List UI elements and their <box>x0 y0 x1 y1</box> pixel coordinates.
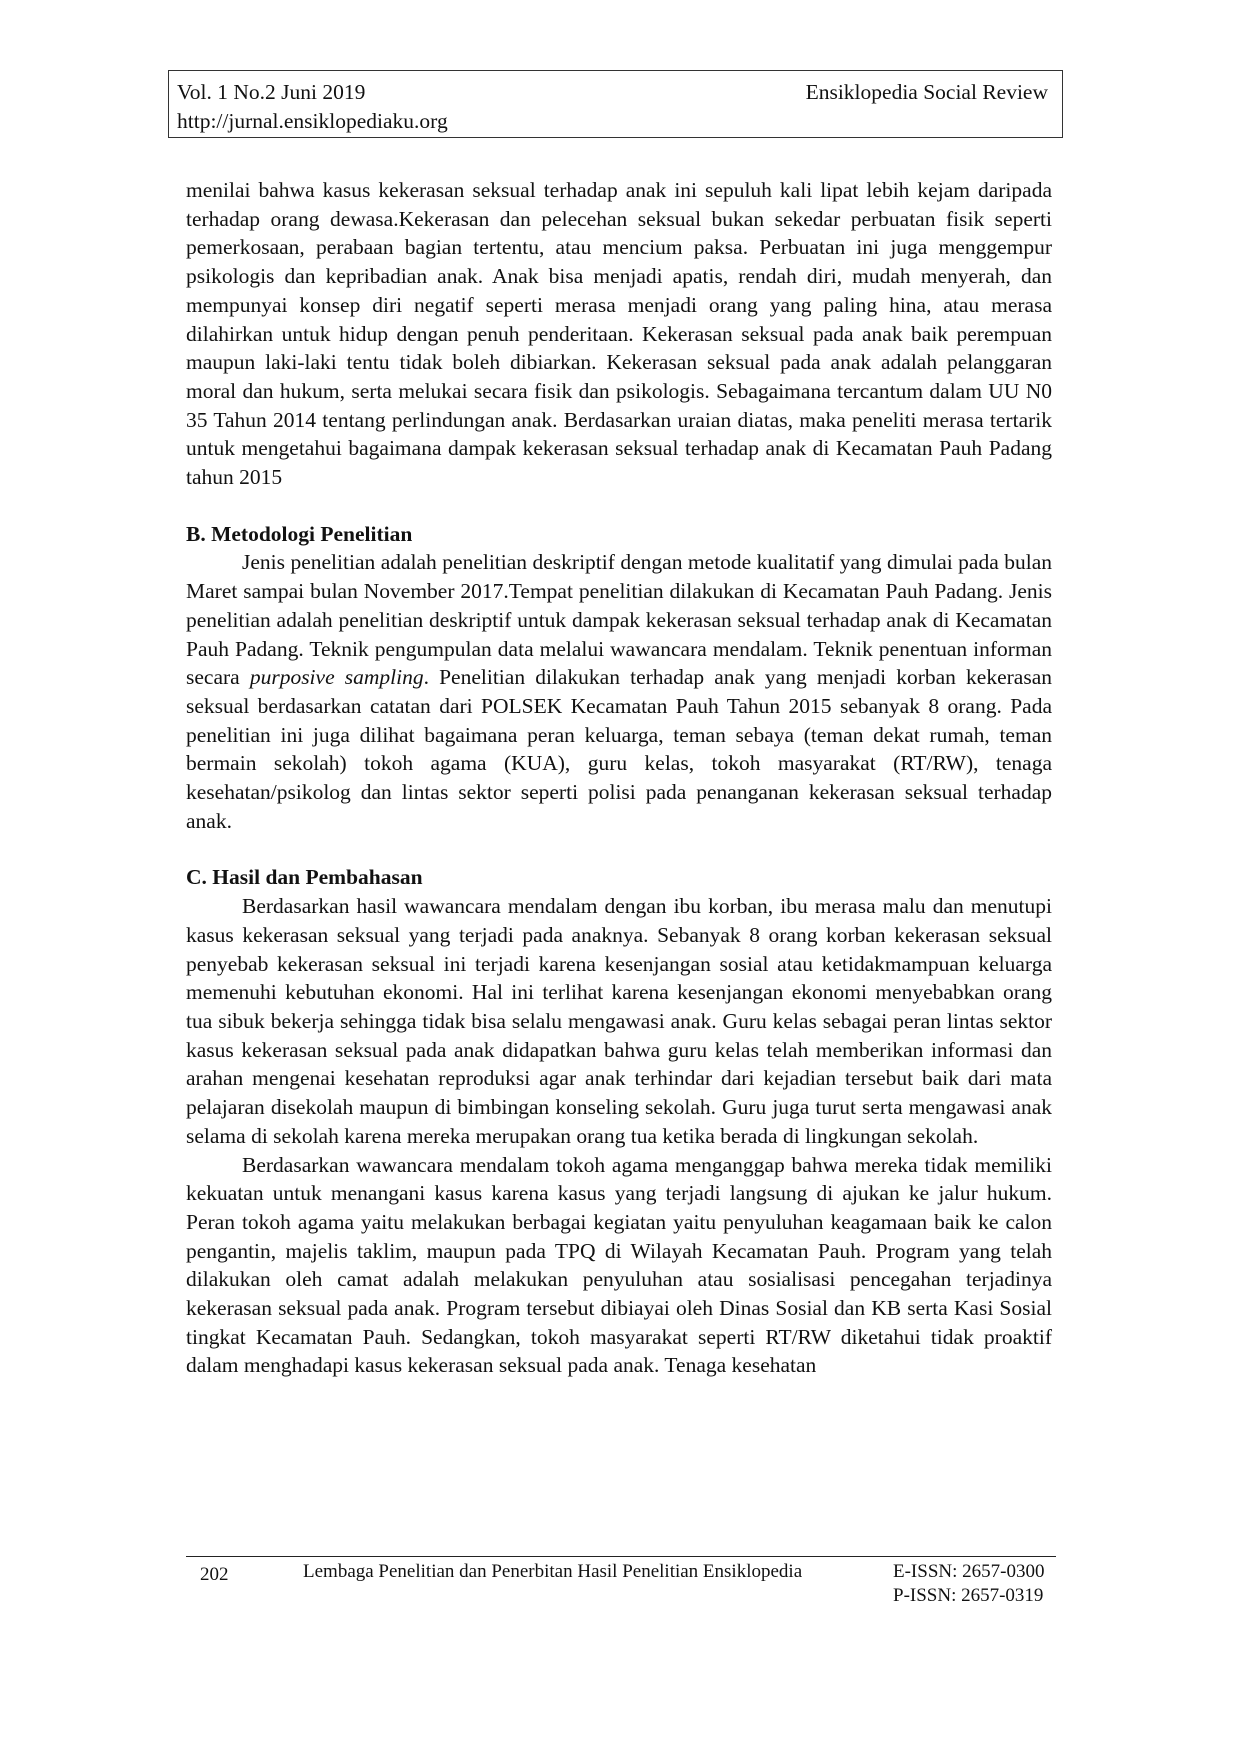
footer-publisher: Lembaga Penelitian dan Penerbitan Hasil Penelitian Ensiklopedia <box>303 1561 803 1582</box>
running-header <box>168 70 1063 138</box>
footer-rule <box>186 1556 1056 1557</box>
p-issn: P-ISSN: 2657-0319 <box>893 1585 1044 1606</box>
footer-issn <box>893 1560 1044 1608</box>
intro-paragraph: menilai bahwa kasus kekerasan seksual terhadap anak ini sepuluh kali lipat lebih kejam daripada terhadap orang dewasa.Kekerasan dan pelecehan seksual bukan sekedar perbuatan fisik seperti pemerkosaan, perabaan bagian tertentu, atau mencium paksa. Perbuatan ini juga menggempur psikologis dan kepribadian anak. Anak bisa menjadi apatis, rendah diri, mudah menyerah, dan mempunyai konsep diri negatif seperti merasa menjadi orang yang paling hina, atau merasa dilahirkan untuk hidup dengan penuh penderitaan. Kekerasan seksual pada anak baik perempuan maupun laki-laki tentu tidak boleh dibiarkan. Kekerasan seksual pada anak adalah pelanggaran moral dan hukum, serta melukai secara fisik dan psikologis. Sebagaimana tercantum dalam UU N0 35 Tahun 2014 tentang perlindungan anak. Berdasarkan uraian diatas, maka peneliti merasa tertarik untuk mengetahui bagaimana dampak kekerasan seksual terhadap anak di Kecamatan Pauh Padang tahun 2015 <box>186 178 1052 490</box>
section-b-heading: B. Metodologi Penelitian <box>186 521 413 546</box>
section-b-text-1: Jenis penelitian adalah penelitian deskriptif dengan metode kualitatif yang dimulai pada bulan Maret sampai bulan November 2017.Tempat penelitian dilakukan di Kecamatan Pauh Padang. Jenis penelitian adalah penelitian deskriptif untuk dampak kekerasan seksual terhadap anak di Kecamatan Pauh Padang. Teknik pengumpulan data melalui wawancara mendalam. Teknik penentuan informan secara <box>186 550 1052 690</box>
spacer <box>186 835 1052 863</box>
page-body <box>186 176 1052 1380</box>
spacer <box>186 492 1052 520</box>
section-c-paragraph-2: Berdasarkan wawancara mendalam tokoh agama menganggap bahwa mereka tidak memiliki kekuatan untuk menangani kasus karena kasus yang terjadi langsung di ajukan ke jalur hukum. Peran tokoh agama yaitu melakukan berbagai kegiatan yaitu penyuluhan keagamaan baik ke calon pengantin, majelis taklim, maupun pada TPQ di Wilayah Kecamatan Pauh. Program yang telah dilakukan oleh camat adalah melakukan penyuluhan atau sosialisasi pencegahan terjadinya kekerasan seksual pada anak. Program tersebut dibiayai oleh Dinas Sosial dan KB serta Kasi Sosial tingkat Kecamatan Pauh. Sedangkan, tokoh masyarakat seperti RT/RW diketahui tidak proaktif dalam menghadapi kasus kekerasan seksual pada anak. Tenaga kesehatan <box>186 1152 1052 1378</box>
section-b-text-2: . Penelitian dilakukan terhadap anak yang menjadi korban kekerasan seksual berdasarkan catatan dari POLSEK Kecamatan Pauh Tahun 2015 sebanyak 8 orang. Pada penelitian ini juga dilihat bagaimana peran keluarga, teman sebaya (teman dekat rumah, teman bermain sekolah) tokoh agama (KUA), guru kelas, tokoh masyarakat (RT/RW), tenaga kesehatan/psikolog dan lintas sektor seperti polisi pada penanganan kekerasan seksual terhadap anak. <box>186 665 1052 833</box>
section-b-paragraph <box>186 548 1052 835</box>
page-number: 202 <box>200 1564 229 1585</box>
header-url: http://jurnal.ensiklopediaku.org <box>177 109 448 133</box>
header-volume: Vol. 1 No.2 Juni 2019 <box>177 80 366 104</box>
header-journal-title: Ensiklopedia Social Review <box>805 80 1048 104</box>
e-issn: E-ISSN: 2657-0300 <box>893 1561 1045 1582</box>
section-c-heading: C. Hasil dan Pembahasan <box>186 865 423 890</box>
section-b-italic-term: purposive sampling <box>249 665 424 690</box>
section-c-paragraph-1: Berdasarkan hasil wawancara mendalam dengan ibu korban, ibu merasa malu dan menutupi kasus kekerasan seksual yang terjadi pada anaknya. Sebanyak 8 orang korban kekerasan seksual penyebab kekerasan seksual ini terjadi karena kesenjangan sosial atau ketidakmampuan keluarga memenuhi kebutuhan ekonomi. Hal ini terlihat karena kesenjangan ekonomi menyebabkan orang tua sibuk bekerja sehingga tidak bisa selalu mengawasi anak. Guru kelas sebagai peran lintas sektor kasus kekerasan seksual pada anak didapatkan bahwa guru kelas telah memberikan informasi dan arahan mengenai kesehatan reproduksi agar anak terhindar dari kejadian tersebut baik dari mata pelajaran disekolah maupun di bimbingan konseling sekolah. Guru juga turut serta mengawasi anak selama di sekolah karena mereka merupakan orang tua ketika berada di lingkungan sekolah. <box>186 894 1052 1148</box>
